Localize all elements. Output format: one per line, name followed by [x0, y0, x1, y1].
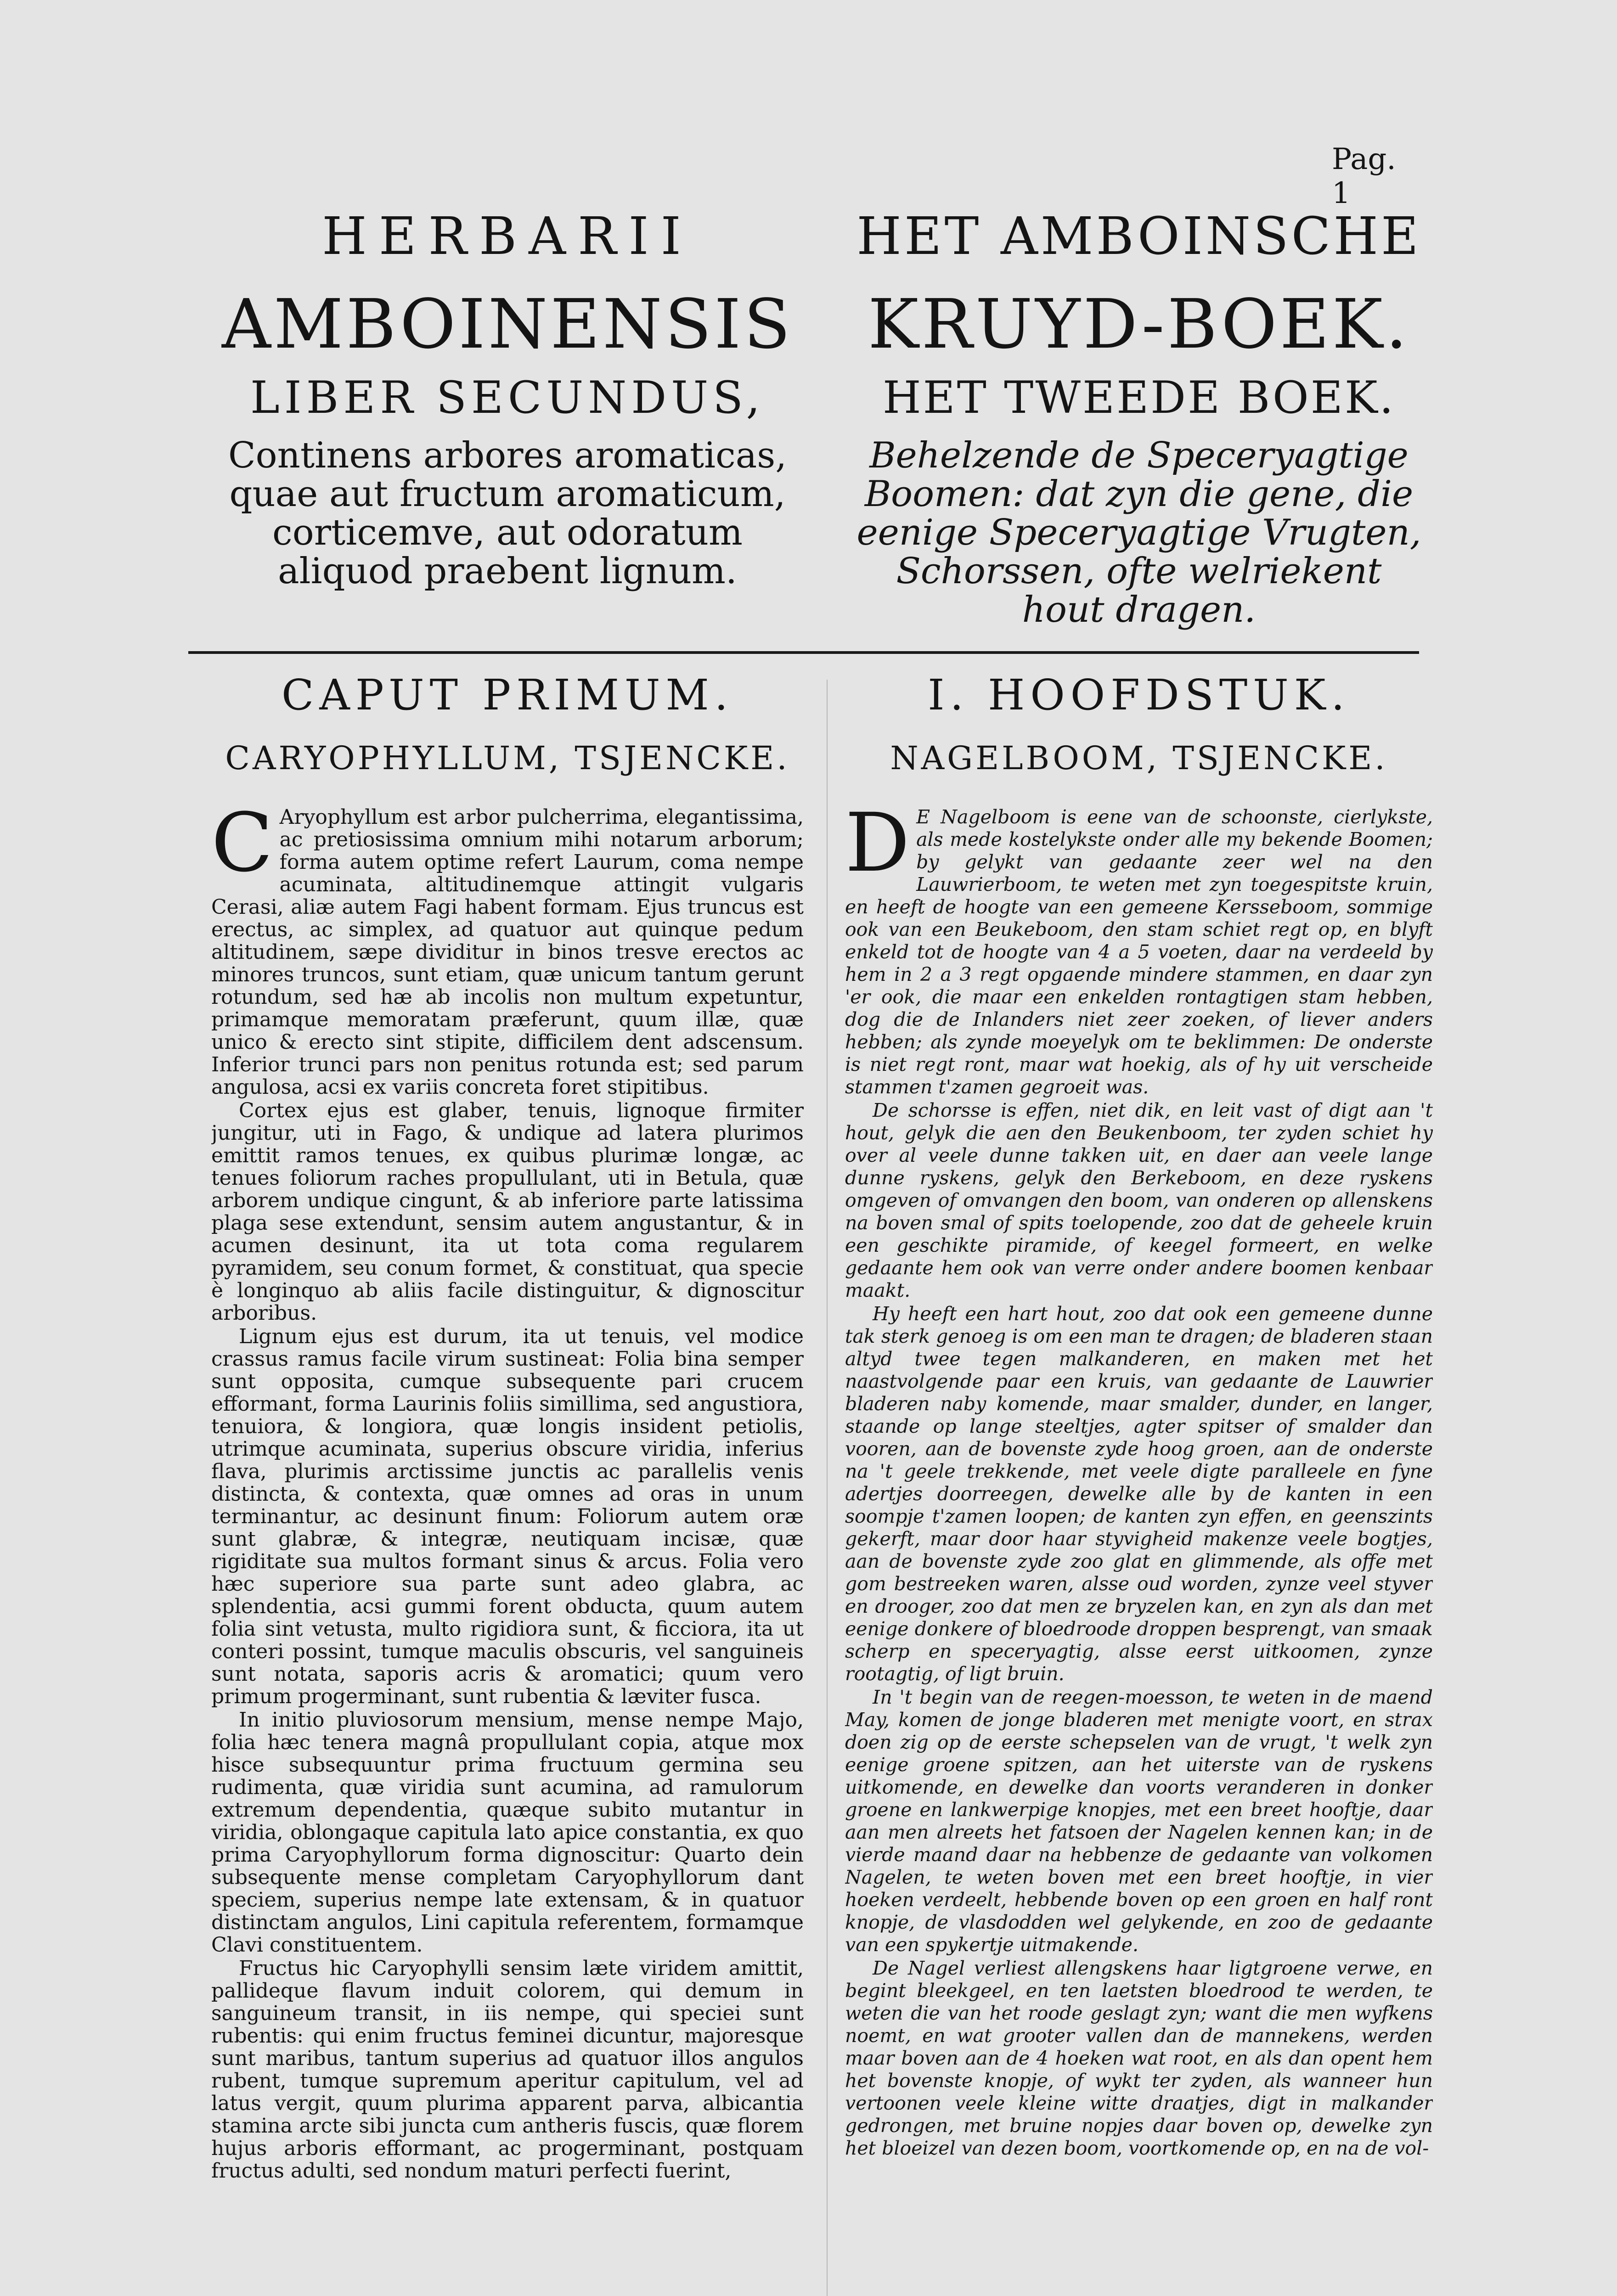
latin-paragraph: Lignum ejus est durum, ita ut tenuis, vel modice crassus ramus facile virum sustineat: Folia bina semper sunt opposita, cumque subsequente pari crucem efformant, forma Laurinis foliis simillima, sed angustiora, tenuiora, & longiora, quæ longis insident petiolis, utrimque acuminata, superius obscure viridia, inferius flava, plurimis arctissime junctis ac parallelis venis distincta, & contexta, quæ omnes ad oras in unum terminantur, ac desinunt finum: Foliorum autem oræ sunt glabræ, & integræ, neutiquam incisæ, quæ rigiditate sua multos formant sinus & arcus. Folia vero hæc superiore sua parte sunt adeo glabra, ac splendentia, acsi gummi forent obducta, quum autem folia sint vetusta, multo rigidiora sunt, & ficciora, ita ut conteri possint, tumque maculis obscuris, vel sanguineis sunt notata, saporis acris & aromatici; quum vero primum progerminant, sunt rubentia & læviter fusca. — [211, 1325, 804, 1708]
dutch-chapter-subtitle: NAGELBOOM, TSJENCKE. — [890, 739, 1388, 777]
latin-chapter-subtitle: CARYOPHYLLUM, TSJENCKE. — [225, 739, 790, 777]
dutch-chapter-heading: I. HOOFDSTUK. — [928, 670, 1350, 720]
page-number: Pag. 1 — [1332, 142, 1396, 210]
dutch-column — [840, 0, 1437, 2296]
latin-paragraph: Fructus hic Caryophylli sensim læte viridem amittit, pallideque flavum induit colorem, qui demum in sanguineum transit, in iis nempe, qui speciei sunt rubentis: qui enim fructus feminei dicuntur, majoresque sunt maribus, tantum superius ad quatuor illos angulos rubent, tumque supremum aperitur capitulum, vel ad latus vergit, quum plurima apparent parva, albicantia stamina arcte sibi juncta cum antheris fuscis, quæ florem hujus arboris efformant, ac progerminant, postquam fructus adulti, sed nondum maturi perfecti fuerint, — [211, 1957, 804, 2183]
dutch-title-kruyd-boek: KRUYD-BOEK. — [868, 285, 1410, 364]
latin-paragraph: In initio pluviosorum mensium, mense nempe Majo, folia hæc tenera magnâ propullulant copia, atque mox hisce subsequuntur prima fructuum germina seu rudimenta, quæ viridia sunt acumina, ad ramulorum extremum dependentia, quæque subito mutantur in viridia, oblongaque capitula lato apice constantia, ex quo prima Caryophyllorum forma dignoscitur: Quarto dein subsequente mense completam Caryophyllorum dant speciem, superius nempe late extensam, & in quatuor distinctam angulos, Lini capitula referentem, formamque Clavi constituentem. — [211, 1708, 804, 1957]
section-divider — [188, 651, 1419, 654]
latin-dropcap: C — [211, 806, 273, 890]
latin-title-herbarii: HERBARII — [322, 207, 693, 266]
dutch-paragraph: Hy heeft een hart hout, zoo dat ook een gemeene dunne tak sterk genoeg is om een man te dragen; de bladeren staan altyd twee tegen malkanderen, en maken met het naastvolgende paar een kruis, van gedaante de Lauwrier bladeren naby komende, maar smalder, dunder, en langer, staande op lange steeltjes, agter spitser of smalder dan vooren, aan de bovenste zyde hoog groen, aan de onderste na 't geele trekkende, met veele digte paralleele en fyne adertjes doorreegen, dewelke alle by de kanten in een soompje t'zamen loopen; de kanten zyn effen, en geenszints gekerft, maar door haar styvigheid makenze veele bogtjes, aan de bovenste zyde zoo glat en glimmende, als offe met gom bestreeken waren, alsse oud worden, zynze veel styver en drooger, zoo dat men ze bryzelen kan, en zyn als dan met eenige donkere of bloedroode droppen besprengt, van smaak scherp en speceryagtig, alsse eerst uitkoomen, zynze rootagtig, of ligt bruin. — [845, 1303, 1433, 1685]
dutch-paragraph: D E Nagelboom is eene van de schoonste, cierlykste, als mede kostelykste onder alle my bekende Boomen; by gelykt van gedaante zeer wel na den Lauwrierboom, te weten met zyn toegespitste kruin, en heeft de hoogte van een gemeene Kersseboom, sommige ook van een Beukeboom, den stam schiet regt op, en blyft enkeld tot de hoogte van 4 a 5 voeten, daar na verdeeld by hem in 2 a 3 regt opgaende mindere stammen, en daar zyn 'er ook, die maar een enkelden rontagtigen stam hebben, dog die de Inlanders niet zeer zoeken, of liever anders hebben; als zynde moeyelyk om te beklimmen: De onderste is niet regt ront, maar wat hoekig, als of hy uit verscheide stammen t'zamen gegroeit was. — [845, 806, 1433, 1098]
dutch-book-heading: HET TWEEDE BOEK. — [882, 372, 1396, 423]
latin-paragraph: C Aryophyllum est arbor pulcherrima, elegantissima, ac pretiosissima omnium mihi notarum arborum; forma autem optime refert Laurum, coma nempe acuminata, altitudinemque attingit vulgaris Cerasi, aliæ autem Fagi habent formam. Ejus truncus est erectus, ac simplex, ad quatuor aut quinque pedum altitudinem, sæpe dividitur in binos tresve erectos ac minores truncos, sunt etiam, quæ unicum tantum gerunt rotundum, sed hæ ab incolis non multum expetuntur, primamque memoratam præferunt, quum illæ, quæ unico & erecto sint stipite, difficilem dent adscensum. Inferior trunci pars non penitus rotunda est; sed parum angulosa, acsi ex variis concreta foret stipitibus. — [211, 806, 804, 1099]
dutch-title-het-amboinsche: HET AMBOINSCHE — [856, 207, 1421, 266]
latin-chapter-heading: CAPUT PRIMUM. — [282, 670, 733, 720]
latin-column — [202, 0, 813, 2296]
latin-book-heading: LIBER SECUNDUS, — [250, 372, 765, 423]
latin-body-text — [211, 806, 804, 2296]
dutch-dropcap: D — [845, 806, 910, 890]
dutch-paragraph: In 't begin van de reegen-moesson, te weten in de maend May, komen de jonge bladeren met menigte voort, en strax doen zig op de eerste schepselen van de vrugt, 't welk zyn eenige groene spitzen, aan het uiterste van de ryskens uitkomende, en dewelke dan voorts veranderen in donker groene en lankwerpige knopjes, met een breet hooftje, daar aan men alreets het fatsoen der Nagelen kennen kan; in de vierde maand daar na hebbenze de gedaante van volkomen Nagelen, te weten boven met een breet hooftje, in vier hoeken verdeelt, hebbende boven op een groen en half ront knopje, de vlasdodden wel gelykende, en zoo de gedaante van een spykertje uitmakende. — [845, 1686, 1433, 1956]
latin-paragraph: Cortex ejus est glaber, tenuis, lignoque firmiter jungitur, uti in Fago, & undique ad latera plurimos emittit ramos tenues, ex quibus plurimæ longæ, ac tenues foliorum raches propullulant, uti in Betula, quæ arborem undique cingunt, & ab inferiore parte latissima plaga sese extendunt, sensim autem angustantur, & in acumen desinunt, ita ut tota coma regularem pyramidem, seu conum formet, & constituat, qua specie è longinquo ab aliis facile distinguitur, & dignoscitur arboribus. — [211, 1099, 804, 1325]
dutch-paragraph: De schorsse is effen, niet dik, en leit vast of digt aan 't hout, gelyk die aen den Beukenboom, ter zyden schiet hy over al veele dunne takken uit, en daer aan veele lange dunne ryskens, gelyk den Berkeboom, en deze ryskens omgeven of omvangen den boom, van onderen op allenskens na boven smal of spits toelopende, zoo dat de geheele kruin een geschikte piramide, of keegel formeert, en welke gedaante hem ook van verre onder andere boomen kenbaar maakt. — [845, 1099, 1433, 1301]
dutch-book-description: Behelzende de Speceryagtige Boomen: dat zyn die gene, die eenige Speceryagtige Vrugten, Schorssen, ofte welriekent hout dragen. — [856, 435, 1421, 630]
latin-book-description: Continens arbores aromaticas, quae aut fructum aromaticum, corticemve, aut odoratum aliquod praebent lignum. — [228, 435, 787, 592]
dutch-paragraph: De Nagel verliest allengskens haar ligtgroene verwe, en begint bleekgeel, en ten laetsten bloedrood te werden, te weten die van het roode geslagt zyn; want die men wyfkens noemt, en wat grooter vallen dan de mannekens, werden maar boven aan de 4 hoeken wat root, en als dan opent hem het bovenste knopje, of wykt ter zyden, als wanneer hun vertoonen veele kleine witte draatjes, digt in malkander gedrongen, met bruine nopjes daar boven op, dewelke zyn het bloeizel van dezen boom, voortkomende op, en na de vol- — [845, 1957, 1433, 2159]
latin-title-amboinensis: AMBOINENSIS — [221, 285, 793, 364]
dutch-body-text — [845, 806, 1433, 2296]
column-divider — [827, 680, 828, 2296]
